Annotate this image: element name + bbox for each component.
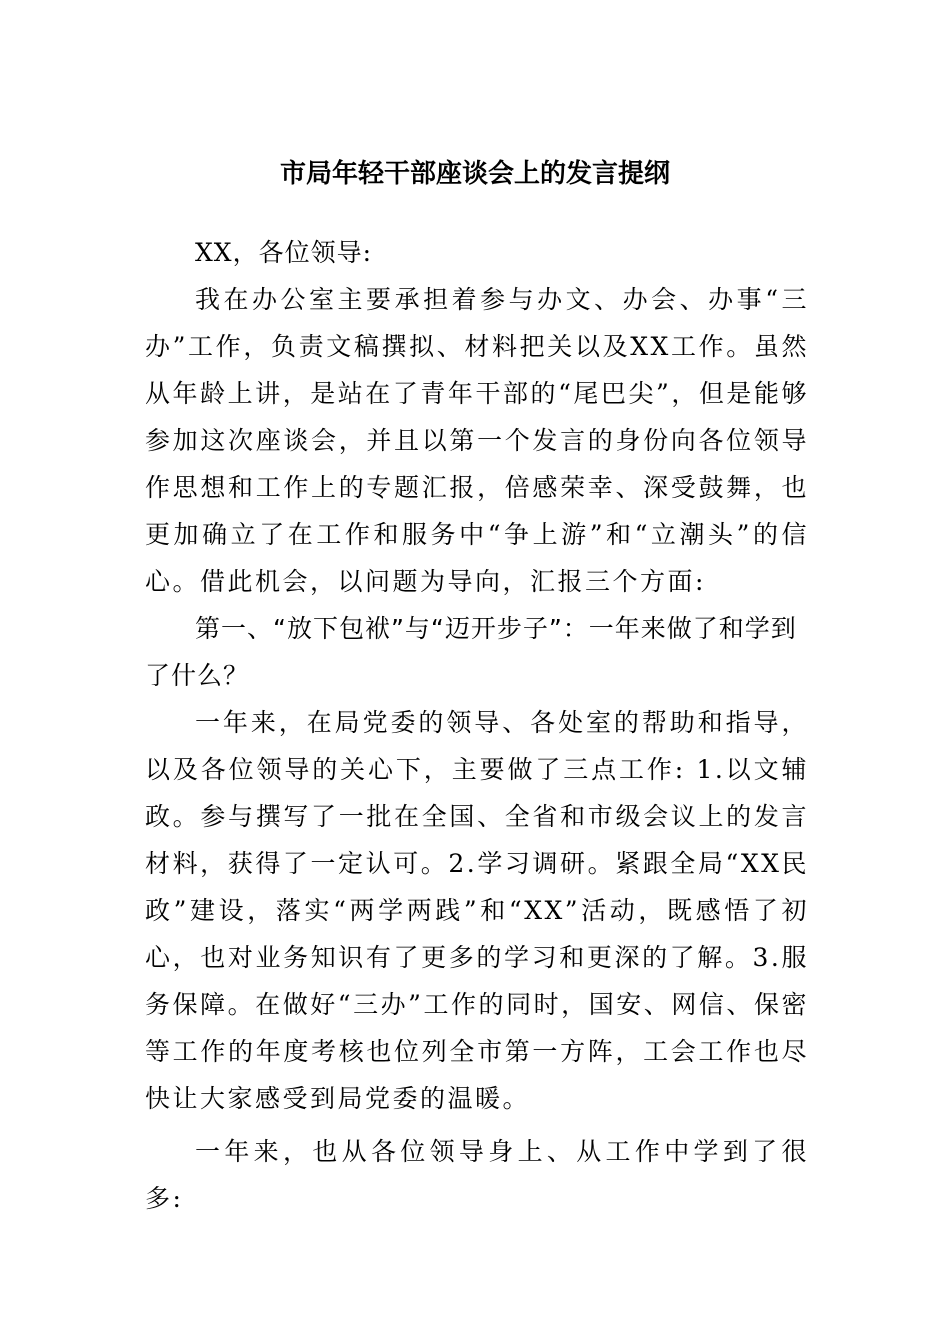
salutation: XX，各位领导: [195,238,373,267]
document-title: 市局年轻干部座谈会上的发言提纲 [279,159,670,189]
paragraph-intro: 我在办公室主要承担着参与办文、办会、办事“三办”工作，负责文稿撰拟、材料把关以及XX工作。虽然从年龄上讲，是站在了青年干部的“尾巴尖”，但是能够参加这次座谈会，并且以第一个发言的身份向各位领导作思想和工作上的专题汇报，倍感荣幸、深受鼓舞，也更加确立了在工作和服务中“争上游”和“立潮头”的信心。借此机会，以问题为导向，汇报三个方面: [145,285,809,596]
paragraph-work-summary: 一年来，在局党委的领导、各处室的帮助和指导，以及各位领导的关心下，主要做了三点工作: 1.以文辅政。参与撰写了一批在全国、全省和市级会议上的发言材料，获得了一定认可。2.学习调研。紧跟全局“XX民政”建设，落实“两学两践”和“XX”活动，既感悟了初心，也对业务知识有了更多的学习和更深的了解。3.服务保障。在做好“三办”工作的同时，国安、网信、保密等工作的年度考核也位列全市第一方阵，工会工作也尽快让大家感受到局党委的温暖。 [145,708,809,1113]
section-heading-1: 第一、“放下包袱”与“迈开步子”：一年来做了和学到了什么？ [145,614,797,690]
document-body [145,229,809,1222]
paragraph-lessons: 一年来，也从各位领导身上、从工作中学到了很多: [145,1137,809,1213]
